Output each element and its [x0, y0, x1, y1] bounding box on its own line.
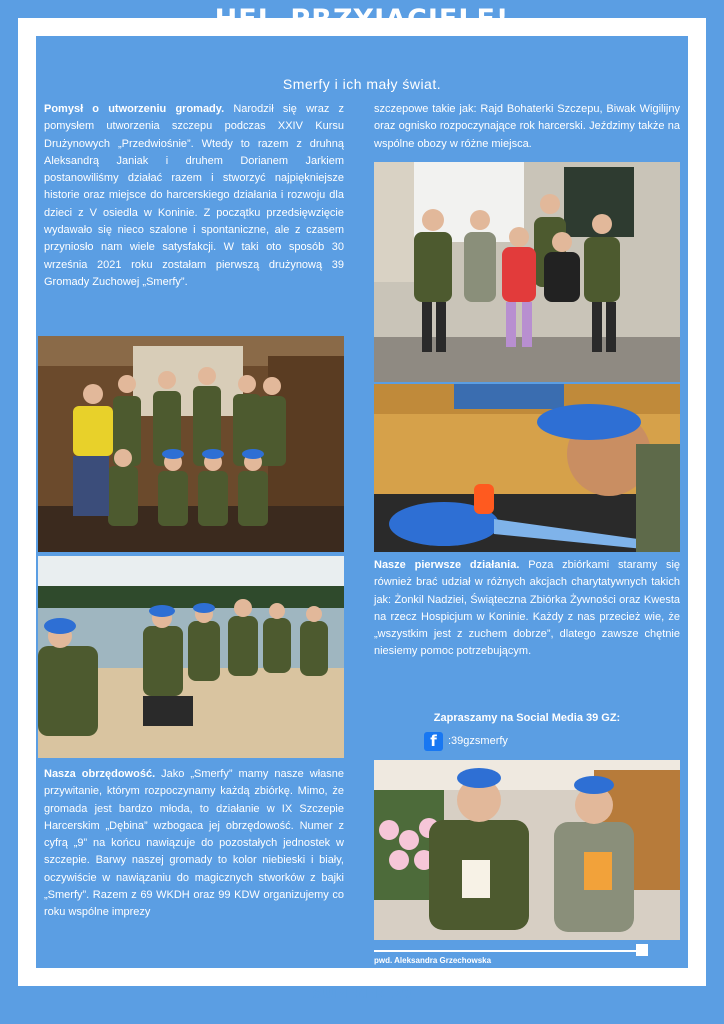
- section-ritual-continued: [374, 101, 680, 153]
- facebook-icon: f: [424, 732, 443, 751]
- section-ritual-body: Jako „Smerfy” mamy nasze własne przywitanie, którym rozpoczynamy każdą zbiórkę. Mimo, że gromada jest bardzo młoda, to działanie w IX Szczepie Harcerskim „Dębina” wzbogaca jej obrzędowość. Numer z cyfrą „9” na końcu nawiązuje do pozostałych jednostek w szczepie. Barwy naszej gromady to kolor niebieski i biały, oczywiście w nawiązaniu do magicznych stworków z bajki „Smerfy”. Razem z 69 WKDH oraz 99 KDW organizujemy co roku wspólne imprezy: [44, 768, 344, 919]
- page-subtitle: Smerfy i ich mały świat.: [282, 76, 442, 92]
- section-actions: [374, 557, 680, 661]
- photo-boy-closeup: [374, 384, 680, 552]
- photo-group-indoor: [38, 336, 344, 552]
- social-handle[interactable]: :39gzsmerfy: [448, 735, 508, 747]
- page-title: HEJ, PRZYJACIELE!: [214, 4, 510, 35]
- photo-fundraiser-store: [374, 760, 680, 940]
- page-footer: SUPEŁEK 20: [311, 986, 413, 1002]
- social-link[interactable]: [424, 730, 508, 752]
- section-ritual-heading: Nasza obrzędowość.: [44, 768, 156, 780]
- signature-line: [374, 950, 642, 952]
- section-actions-body: Poza zbiórkami staramy się również brać udział w różnych akcjach charytatywnych takich jak: Żonkil Nadziei, Świąteczna Zbiórka Żywności oraz Kwesta na rzecz Hospicjum w Koninie. Każdy z nas przecież wie, że „wszystkim jest z zuchem dobrze”, dlatego zawsze chętnie niesiemy pomoc potrzebującym.: [374, 559, 681, 658]
- section-idea: [44, 101, 344, 291]
- signature-role: Drużynowa 39 GZ "Smerfy" w Koninie: [374, 968, 519, 977]
- signature-marker: [636, 944, 648, 956]
- photo-lake-meeting: [38, 556, 344, 758]
- section-idea-heading: Pomysł o utworzeniu gromady.: [44, 103, 225, 115]
- section-idea-body: Narodził się wraz z pomysłem utworzenia szczepu podczas XXIV Kursu Drużynowych „Przedwiośnie”. Wtedy to razem z druhną Aleksandrą Janiak i druhem Dorianem Jarkiem postanowiliśmy działać razem i stworzyć najpiękniejsze historie oraz miejsce do harcerskiego działania i rozwoju dla dzieci z V osiedla w Koninie. Z początku przedsięwzięcie wydawało się nieco szalone i spontaniczne, ale z czasem przyniosło nam wiele satysfakcji. W taki oto sposób 30 września 2021 roku zostałam pierwszą drużynową 39 Gromady Zuchowej „Smerfy”.: [44, 103, 344, 288]
- signature-name: pwd. Aleksandra Grzechowska: [374, 956, 492, 965]
- section-actions-heading: Nasze pierwsze działania.: [374, 559, 520, 571]
- social-heading: Zapraszamy na Social Media 39 GZ:: [433, 712, 621, 724]
- photo-kids-cheering: [374, 162, 680, 382]
- section-ritual: [44, 766, 344, 922]
- section-ritual-continued-body: szczepowe takie jak: Rajd Bohaterki Szczepu, Biwak Wigilijny oraz ognisko rozpoczynające rok harcerski. Jeździmy także na wspólne obozy w różne miejsca.: [374, 103, 680, 150]
